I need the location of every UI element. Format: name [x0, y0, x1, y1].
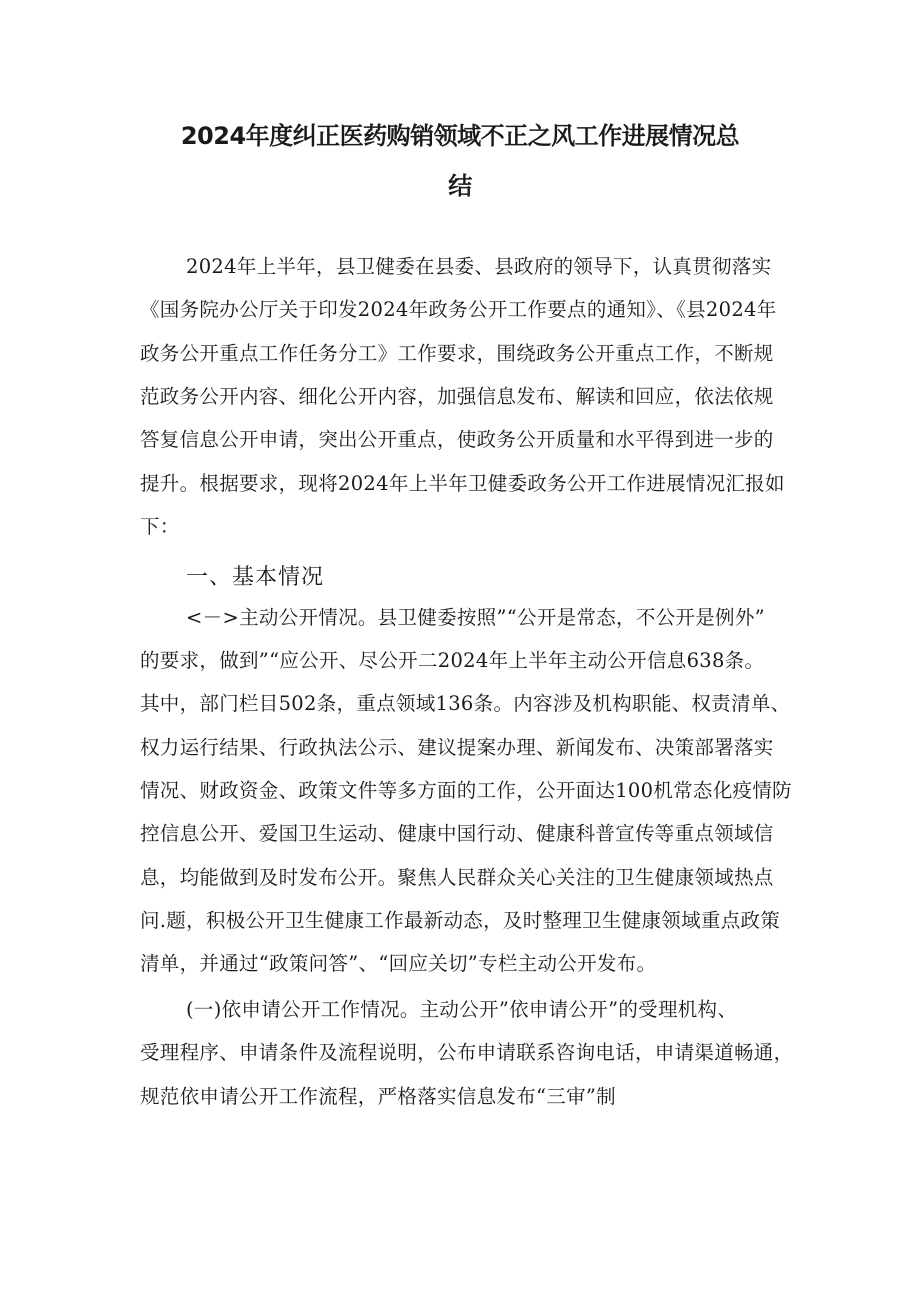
body-line: 的要求，做到”“应公开、尽公开二2024年上半年主动公开信息638条。: [140, 649, 765, 672]
intro-line: 2024年上半年，县卫健委在县委、县政府的领导下，认真贯彻落实: [186, 255, 772, 278]
intro-line: 《国务院办公厅关于印发2024年政务公开工作要点的通知》、《县2024年: [140, 298, 777, 321]
intro-line: 提升。根据要求，现将2024年上半年卫健委政务公开工作进展情况汇报如: [140, 472, 785, 495]
intro-line: 答复信息公开申请，突出公开重点，使政务公开质量和水平得到进一步的: [140, 428, 774, 451]
body-line: 问.题，积极公开卫生健康工作最新动态，及时整理卫生健康领域重点政策: [140, 909, 781, 932]
body-line: 清单，并通过“政策问答”、“回应关切”专栏主动公开发布。: [140, 952, 657, 975]
body-line: (一)依申请公开工作情况。主动公开”依申请公开”的受理机构、: [186, 998, 738, 1021]
intro-line: 下：: [140, 515, 180, 538]
document-title-line-1: 2024年度纠正医药购销领域不正之风工作进展情况总: [180, 122, 740, 150]
body-line: 息，均能做到及时发布公开。聚焦人民群众关心关注的卫生健康领域热点: [140, 866, 774, 889]
body-line: 情况、财政资金、政策文件等多方面的工作，公开面达100机常态化疫情防: [140, 779, 792, 802]
body-line: 权力运行结果、行政执法公示、建议提案办理、新闻发布、决策部署落实: [140, 736, 774, 759]
intro-line: 政务公开重点工作任务分工》工作要求，围绕政务公开重点工作，不断规: [140, 342, 774, 365]
document-title-line-2: 结: [448, 172, 472, 200]
body-line: 控信息公开、爱国卫生运动、健康中国行动、健康科普宣传等重点领域信: [140, 822, 774, 845]
body-line: 其中，部门栏目502条，重点领域136条。内容涉及机构职能、权责清单、: [140, 692, 791, 715]
section-heading: 一、基本情况: [186, 565, 325, 590]
intro-line: 范政务公开内容、细化公开内容，加强信息发布、解读和回应，依法依规: [140, 385, 774, 408]
body-line: 规范依申请公开工作流程，严格落实信息发布“三审”制: [140, 1085, 616, 1108]
body-line: 受理程序、申请条件及流程说明，公布申请联系咨询电话，申请渠道畅通，: [140, 1041, 794, 1064]
body-line: <－>主动公开情况。县卫健委按照”“公开是常态，不公开是例外”: [186, 606, 765, 629]
